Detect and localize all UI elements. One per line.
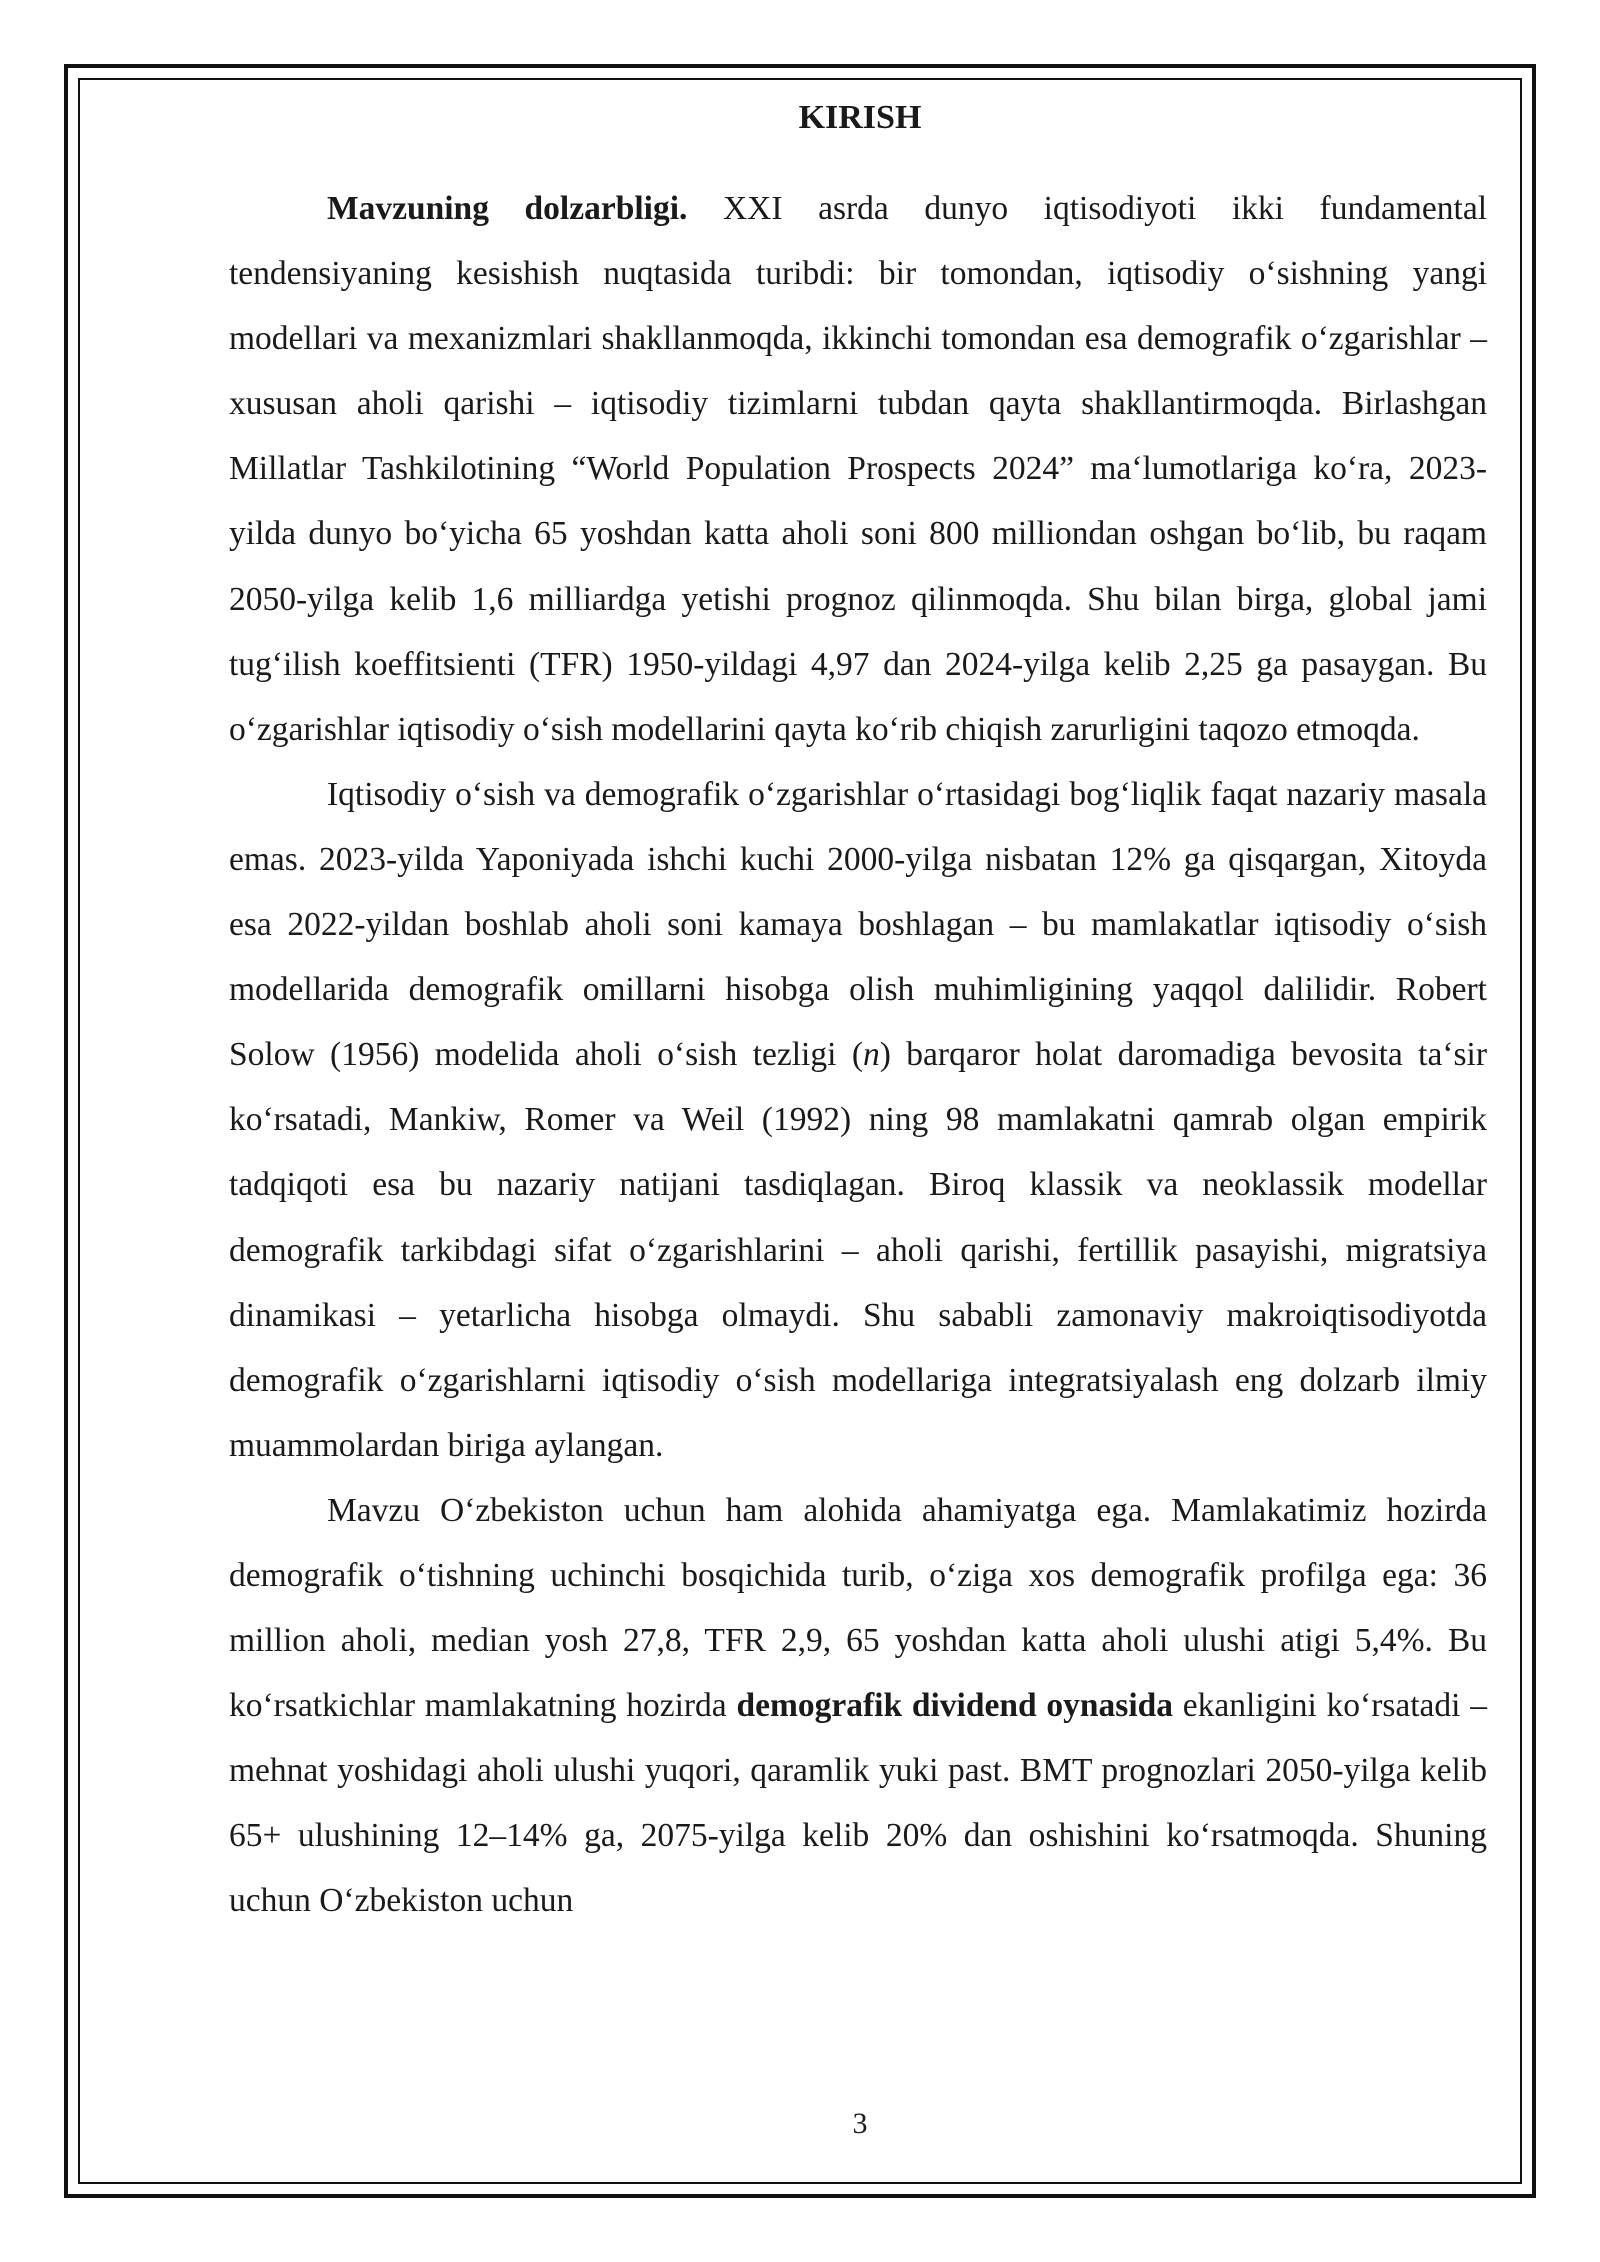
paragraph-uzbekistan (229, 1478, 1487, 1934)
paragraph-text: ekanligini ko‘rsatadi – mehnat yoshidagi aholi ulushi yuqori, qaramlik yuki past. BMT prognozlari 2050-yilga kelib 65+ ulushining 12–14% ga, 2075-yilga kelib 20% dan oshishini ko‘rsatmoqda. Shuning uchun O‘zbekiston uchun (229, 1687, 1488, 1920)
paragraph-bold-term: demografik dividend oynasida (736, 1687, 1174, 1725)
paragraph-relevance (229, 176, 1487, 762)
paragraph-growth-demography (229, 762, 1487, 1478)
paragraph-text: Mavzu O‘zbekiston uchun ham alohida ahamiyatga ega. Mamlakatimiz hozirda demografik o‘tishning uchinchi bosqichida turib, o‘ziga xos demografik profilga ega: 36 million aholi, median yosh 27,8, TFR 2,9, 65 yoshdan katta aholi ulushi atigi 5,4%. Bu ko‘rsatkichlar mamlakatning hozirda (229, 1491, 1487, 1725)
page-number: 3 (852, 2107, 868, 2140)
paragraph-text: XXI asrda dunyo iqtisodiyoti ikki fundamental tendensiyaning kesishish nuqtasida turibdi: bir tomondan, iqtisodiy o‘sishning yangi modellari va mexanizmlari shakllanmoqda, ikkinchi tomondan esa demografik o‘zgarishlar – xususan aholi qarishi – iqtisodiy tizimlarni tubdan qayta shakllantirmoqda. Birlashgan Millatlar Tashkilotining “World Population Prospects 2024” ma‘lumotlariga ko‘ra, 2023-yilda dunyo bo‘yicha 65 yoshdan katta aholi soni 800 milliondan oshgan bo‘lib, bu raqam 2050-yilga kelib 1,6 milliardga yetishi prognoz qilinmoqda. Shu bilan birga, global jami tug‘ilish koeffitsienti (TFR) 1950-yildagi 4,97 dan 2024-yilga kelib 2,25 ga pasaygan. Bu o‘zgarishlar iqtisodiy o‘sish modellarini qayta ko‘rib chiqish zarurligini taqozo etmoqda. (229, 190, 1487, 748)
paragraph-lead-bold: Mavzuning dolzarbligi. (327, 190, 688, 227)
body-text (229, 176, 1487, 1934)
section-heading: KIRISH (798, 99, 922, 136)
paragraph-text: Iqtisodiy o‘sish va demografik o‘zgarishlar o‘rtasidagi bog‘liqlik faqat nazariy masala emas. 2023-yilda Yaponiyada ishchi kuchi 2000-yilga nisbatan 12% ga qisqargan, Xitoyda esa 2022-yildan boshlab aholi soni kamaya boshlagan – bu mamlakatlar iqtisodiy o‘sish modellarida demografik omillarni hisobga olish muhimligining yaqqol dalilidir. Robert Solow (1956) modelida aholi o‘sish tezligi ( (229, 775, 1487, 1074)
paragraph-italic-symbol: n (862, 1036, 880, 1074)
paragraph-text: ) barqaror holat daromadiga bevosita ta‘sir ko‘rsatadi, Mankiw, Romer va Weil (1992) ning 98 mamlakatni qamrab olgan empirik tadqiqoti esa bu nazariy natijani tasdiqlagan. Biroq klassik va neoklassik modellar demografik tarkibdagi sifat o‘zgarishlarini – aholi qarishi, fertillik pasayishi, migratsiya dinamikasi – yetarlicha hisobga olmaydi. Shu sababli zamonaviy makroiqtisodiyotda demografik o‘zgarishlarni iqtisodiy o‘sish modellariga integratsiyalash eng dolzarb ilmiy muammolardan biriga aylangan. (229, 1036, 1487, 1464)
